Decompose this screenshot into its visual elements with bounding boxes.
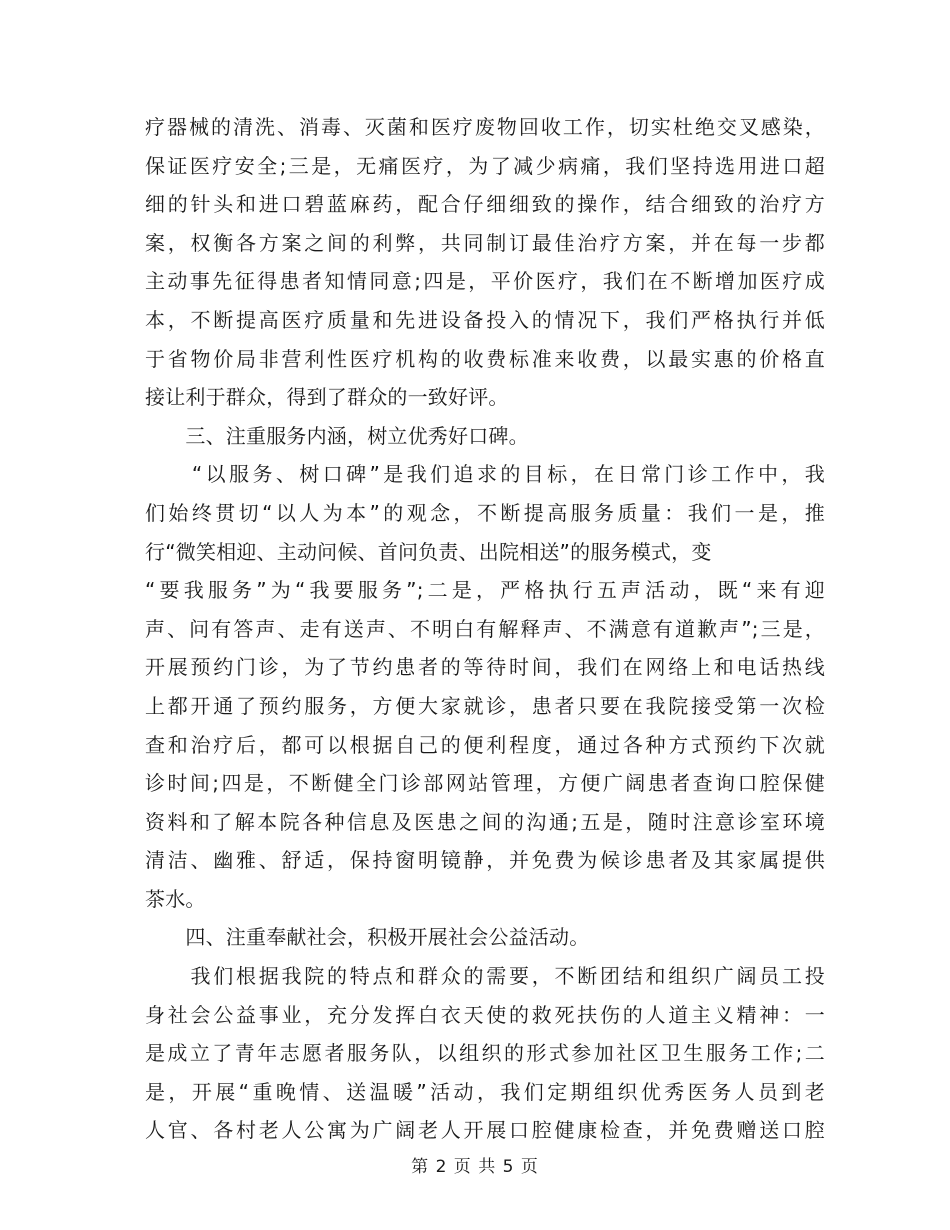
text-line: 细的针头和进口碧蓝麻药，配合仔细细致的操作，结合细致的治疗方 [145, 192, 825, 217]
page-number-footer: 第 2 页 共 5 页 [411, 1157, 539, 1177]
text-line: 查和治疗后，都可以根据自己的便利程度，通过各种方式预约下次就 [145, 732, 825, 757]
text-line: 主动事先征得患者知情同意;四是，平价医疗，我们在不断增加医疗成 [145, 269, 825, 294]
text-line: 声、问有答声、走有送声、不明白有解释声、不满意有道歉声”;三是， [145, 616, 825, 641]
text-line: 茶水。 [145, 886, 206, 911]
text-line: 资料和了解本院各种信息及医患之间的沟通;五是，随时注意诊室环境 [145, 809, 825, 834]
text-line: 疗器械的清洗、消毒、灭菌和医疗废物回收工作，切实杜绝交叉感染， [145, 115, 825, 139]
text-line: 上都开通了预约服务，方便大家就诊，患者只要在我院接受第一次检 [145, 693, 825, 718]
section-heading: 三、注重服务内涵，树立优秀好口碑。 [145, 423, 529, 448]
text-line: 诊时间;四是，不断健全门诊部网站管理，方便广阔患者查询口腔保健 [145, 771, 825, 796]
text-line: 是成立了青年志愿者服务队，以组织的形式参加社区卫生服务工作;二 [145, 1041, 825, 1066]
text-line: 案，权衡各方案之间的利弊，共同制订最佳治疗方案，并在每一步都 [145, 230, 825, 255]
text-line: 们始终贯切“以人为本”的观念，不断提高服务质量：我们一是，推 [145, 500, 825, 525]
text-line: 本，不断提高医疗质量和先进设备投入的情况下，我们严格执行并低 [145, 307, 825, 332]
text-line: “以服务、树口碑”是我们追求的目标，在日常门诊工作中，我 [145, 462, 825, 487]
text-line: 于省物价局非营利性医疗机构的收费标准来收费，以最实惠的价格直 [145, 346, 825, 371]
text-line: 保证医疗安全;三是，无痛医疗，为了减少病痛，我们坚持选用进口超 [145, 153, 825, 178]
text-line: 行“微笑相迎、主动问候、首问负责、出院相送”的服务模式，变 [145, 539, 712, 564]
text-line: 人官、各村老人公寓为广阔老人开展口腔健康检查，并免费赠送口腔 [145, 1118, 825, 1143]
section-heading: 四、注重奉献社会，积极开展社会公益活动。 [145, 925, 590, 950]
text-line: 我们根据我院的特点和群众的需要，不断团结和组织广阔员工投 [145, 964, 825, 989]
text-line: 接让利于群众，得到了群众的一致好评。 [145, 385, 509, 410]
text-line: “要我服务”为“我要服务”;二是，严格执行五声活动，既“来有迎 [145, 578, 825, 603]
text-line: 清洁、幽雅、舒适，保持窗明镜静，并免费为候诊患者及其家属提供 [145, 848, 825, 873]
text-line: 开展预约门诊，为了节约患者的等待时间，我们在网络上和电话热线 [145, 655, 825, 680]
text-line: 身社会公益事业，充分发挥白衣天使的救死扶伤的人道主义精神：一 [145, 1002, 825, 1027]
text-line: 是，开展“重晚情、送温暖”活动，我们定期组织优秀医务人员到老 [145, 1079, 825, 1104]
body-text [145, 108, 825, 1150]
